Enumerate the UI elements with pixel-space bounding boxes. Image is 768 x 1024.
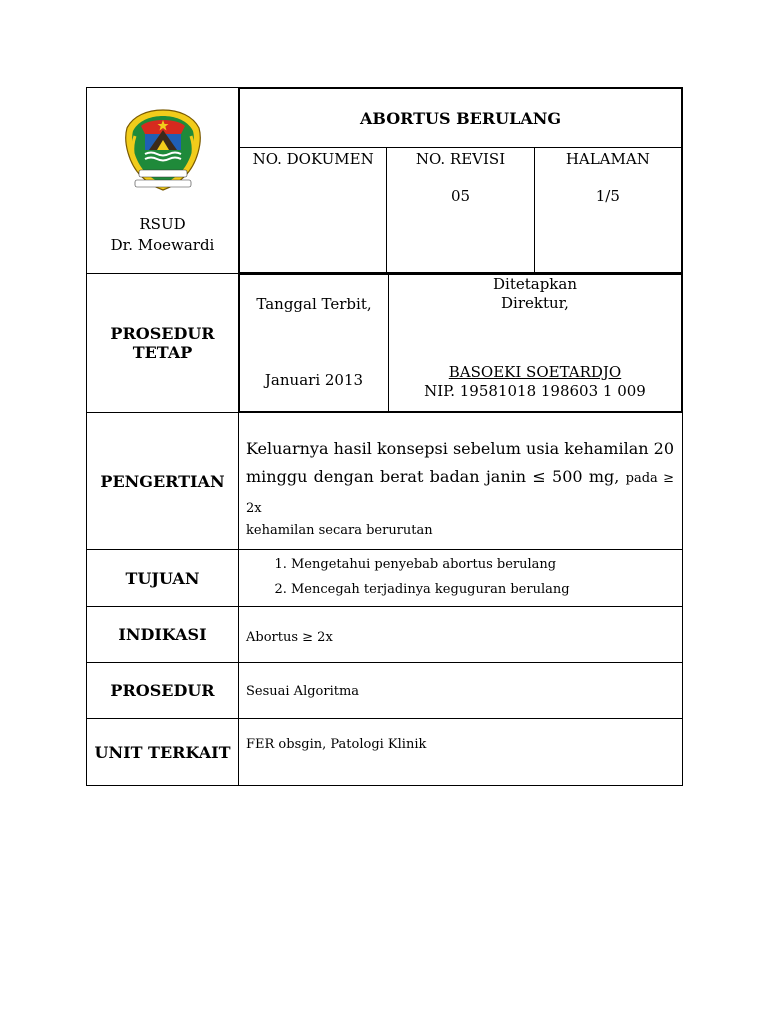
procedure-type-cell — [87, 274, 239, 413]
pengertian-text-main: Keluarnya hasil konsepsi sebelum usia kehamilan 20 minggu dengan berat badan janin ≤ 500 mg, — [246, 439, 674, 486]
issued-date: Januari 2013 — [264, 371, 364, 389]
institution-name-line2: Dr. Moewardi — [110, 236, 215, 254]
pengertian-content — [239, 413, 683, 550]
pengertian-text-small-2: kehamilan secara berurutan — [246, 523, 433, 538]
unit-terkait-content: FER obsgin, Patologi Klinik — [239, 719, 683, 786]
procedure-type-line2: TETAP — [132, 343, 193, 362]
tujuan-label: TUJUAN — [87, 550, 239, 607]
unit-terkait-label: UNIT TERKAIT — [87, 719, 239, 786]
tujuan-list — [239, 552, 682, 602]
indikasi-label: INDIKASI — [87, 607, 239, 663]
page-label: HALAMAN — [565, 150, 650, 168]
tujuan-content — [239, 550, 683, 607]
document-title: ABORTUS BERULANG — [240, 89, 682, 148]
page-value: 1/5 — [595, 187, 620, 205]
institution-name-line1: RSUD — [139, 215, 186, 233]
issuance-cell — [239, 274, 683, 413]
prosedur-label: PROSEDUR — [87, 663, 239, 719]
approved-line2: Direktur, — [501, 294, 569, 312]
list-item: 1. Mengetahui penyebab abortus berulang — [291, 552, 682, 577]
prosedur-content: Sesuai Algoritma — [239, 663, 683, 719]
header-info-cell — [239, 88, 683, 274]
issued-label: Tanggal Terbit, — [256, 295, 372, 313]
director-name: BASOEKI SOETARDJO — [448, 363, 622, 381]
central-java-province-emblem-icon — [121, 106, 205, 192]
institution-cell — [87, 88, 239, 274]
pengertian-text-small-1: pada ≥ 2x — [246, 471, 675, 516]
sop-document-table — [86, 87, 683, 786]
list-item: 2. Mencegah terjadinya keguguran berulang — [291, 577, 682, 602]
director-nip: NIP. 19581018 198603 1 009 — [424, 382, 646, 400]
revision-value: 05 — [450, 187, 471, 205]
revision-label: NO. REVISI — [415, 150, 506, 168]
pengertian-label: PENGERTIAN — [87, 413, 239, 550]
approved-line1: Ditetapkan — [493, 275, 577, 293]
indikasi-content: Abortus ≥ 2x — [239, 607, 683, 663]
procedure-type-line1: PROSEDUR — [110, 324, 215, 343]
doc-number-label: NO. DOKUMEN — [252, 150, 374, 168]
